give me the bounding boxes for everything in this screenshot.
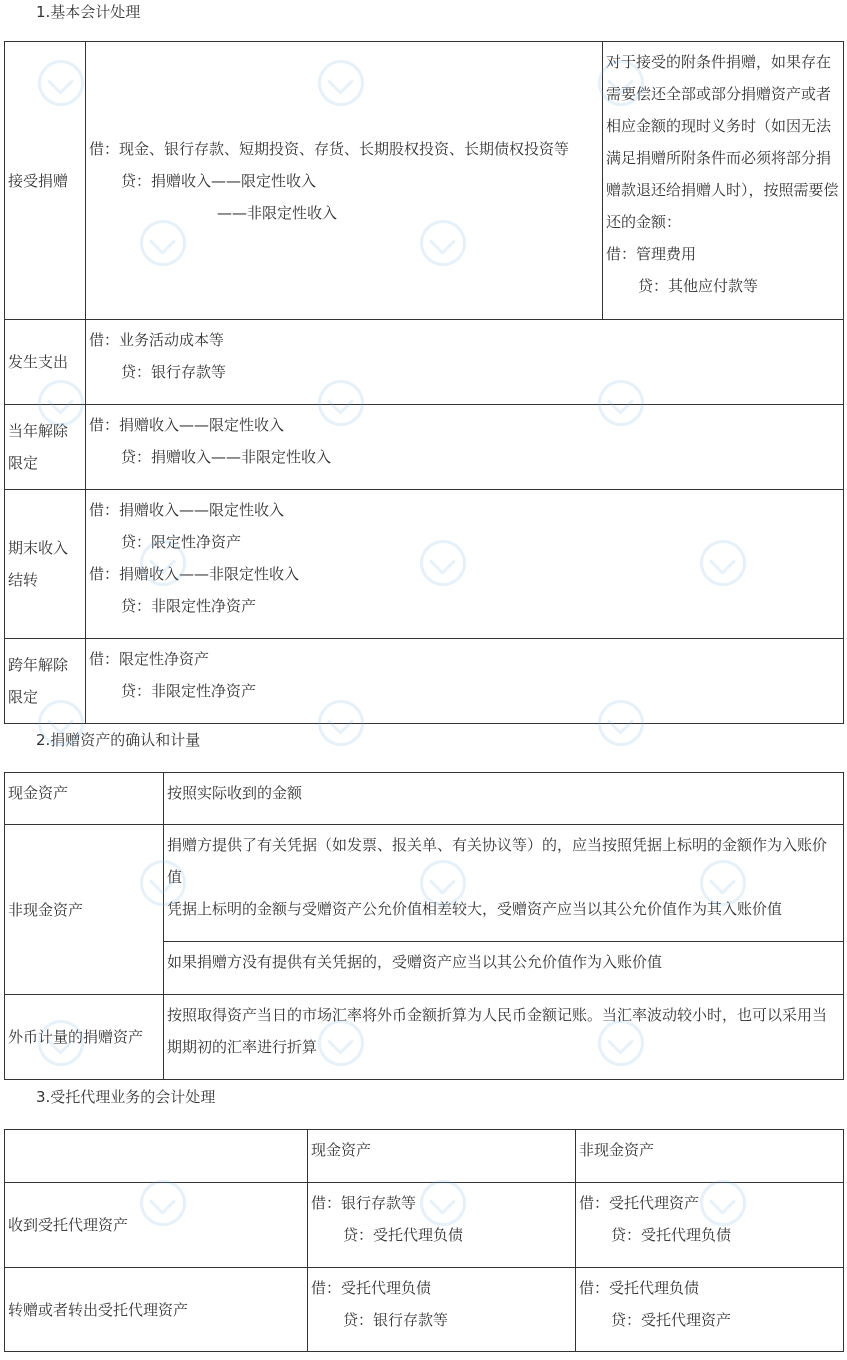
content-cell: 按照实际收到的金额 [164, 773, 844, 825]
entry-line: 贷：捐赠收入——非限定性收入 [121, 448, 332, 466]
entry-line: 借：受托代理资产 [579, 1194, 700, 1212]
entry-line: 贷：受托代理负债 [611, 1226, 732, 1244]
entry-line: 贷：受托代理负债 [343, 1226, 464, 1244]
table-row [5, 1268, 844, 1352]
noncash-cell [576, 1268, 844, 1352]
entry-cell [86, 490, 844, 639]
entry-line: 借：限定性净资产 [89, 650, 210, 668]
row-label: 跨年解除限定 [5, 639, 86, 724]
entry-line: 贷：非限定性净资产 [121, 597, 257, 615]
table-row [5, 995, 844, 1080]
row-label: 非现金资产 [5, 825, 164, 995]
entry-line: 贷：银行存款等 [121, 363, 227, 381]
entry-line: ——非限定性收入 [217, 203, 338, 222]
entry-line: 借：业务活动成本等 [89, 331, 225, 349]
table-row [5, 639, 844, 724]
cash-cell [308, 1268, 576, 1352]
row-label: 现金资产 [5, 773, 164, 825]
section1-heading: 1.基本会计处理 [36, 3, 141, 21]
table-row [5, 1183, 844, 1268]
table-row [5, 405, 844, 490]
entry-line: 借：捐赠收入——非限定性收入 [89, 565, 300, 583]
row-label: 外币计量的捐赠资产 [5, 995, 164, 1080]
entry-cell [86, 639, 844, 724]
entry-line: 借：管理费用 [606, 245, 697, 263]
column-header: 非现金资产 [576, 1130, 844, 1183]
entry-cell [86, 42, 603, 320]
content-cell: 按照取得资产当日的市场汇率将外币金额折算为人民币金额记账。当汇率波动较小时，也可以采用当期期初的汇率进行折算 [164, 995, 844, 1080]
column-header: 现金资产 [308, 1130, 576, 1183]
entry-line: 借：现金、银行存款、短期投资、存货、长期股权投资、长期债权投资等 [89, 139, 570, 158]
content-text: 凭据上标明的金额与受赠资产公允价值相差较大，受赠资产应当以其公允价值作为其入账价值 [167, 900, 783, 918]
entry-line: 贷：非限定性净资产 [121, 682, 257, 700]
row-label: 转赠或者转出受托代理资产 [5, 1268, 308, 1352]
table-row [5, 490, 844, 639]
content-cell [164, 825, 844, 942]
note-cell [603, 42, 844, 320]
section3-heading: 3.受托代理业务的会计处理 [36, 1088, 216, 1106]
agency-business-table [4, 1129, 844, 1352]
entry-cell [86, 405, 844, 490]
entry-line: 借：受托代理负债 [579, 1279, 700, 1297]
entry-cell [86, 320, 844, 405]
entry-line: 借：银行存款等 [311, 1194, 417, 1212]
table-row [5, 773, 844, 825]
table-row [5, 320, 844, 405]
table-row [5, 42, 844, 320]
row-label: 发生支出 [5, 320, 86, 405]
table-row [5, 825, 844, 942]
section2-heading: 2.捐赠资产的确认和计量 [36, 731, 201, 749]
basic-accounting-table [4, 41, 844, 724]
entry-line: 贷：限定性净资产 [121, 533, 242, 551]
row-label: 期末收入结转 [5, 490, 86, 639]
cash-cell [308, 1183, 576, 1268]
row-label: 当年解除限定 [5, 405, 86, 490]
noncash-cell [576, 1183, 844, 1268]
content-cell: 如果捐赠方没有提供有关凭据的，受赠资产应当以其公允价值作为入账价值 [164, 942, 844, 995]
column-header [5, 1130, 308, 1183]
entry-line: 借：捐赠收入——限定性收入 [89, 501, 285, 519]
entry-line: 贷：受托代理资产 [611, 1311, 732, 1329]
entry-line: 借：捐赠收入——限定性收入 [89, 416, 285, 434]
note-text: 对于接受的附条件捐赠，如果存在需要偿还全部或部分捐赠资产或者相应金额的现时义务时（如因无法满足捐赠所附条件而必须将部分捐赠款退还给捐赠人时），按照需要偿还的金额： [606, 53, 839, 231]
entry-line: 贷：其他应付款等 [638, 277, 759, 295]
entry-line: 贷：捐赠收入——限定性收入 [121, 171, 317, 190]
content-text: 捐赠方提供了有关凭据（如发票、报关单、有关协议等）的，应当按照凭据上标明的金额作为入账价值 [167, 836, 828, 886]
entry-line: 贷：银行存款等 [343, 1311, 449, 1329]
entry-line: 借：受托代理负债 [311, 1279, 432, 1297]
row-label: 收到受托代理资产 [5, 1183, 308, 1268]
donated-assets-table [4, 772, 844, 1080]
table-header-row [5, 1130, 844, 1183]
row-label: 接受捐赠 [5, 42, 86, 320]
